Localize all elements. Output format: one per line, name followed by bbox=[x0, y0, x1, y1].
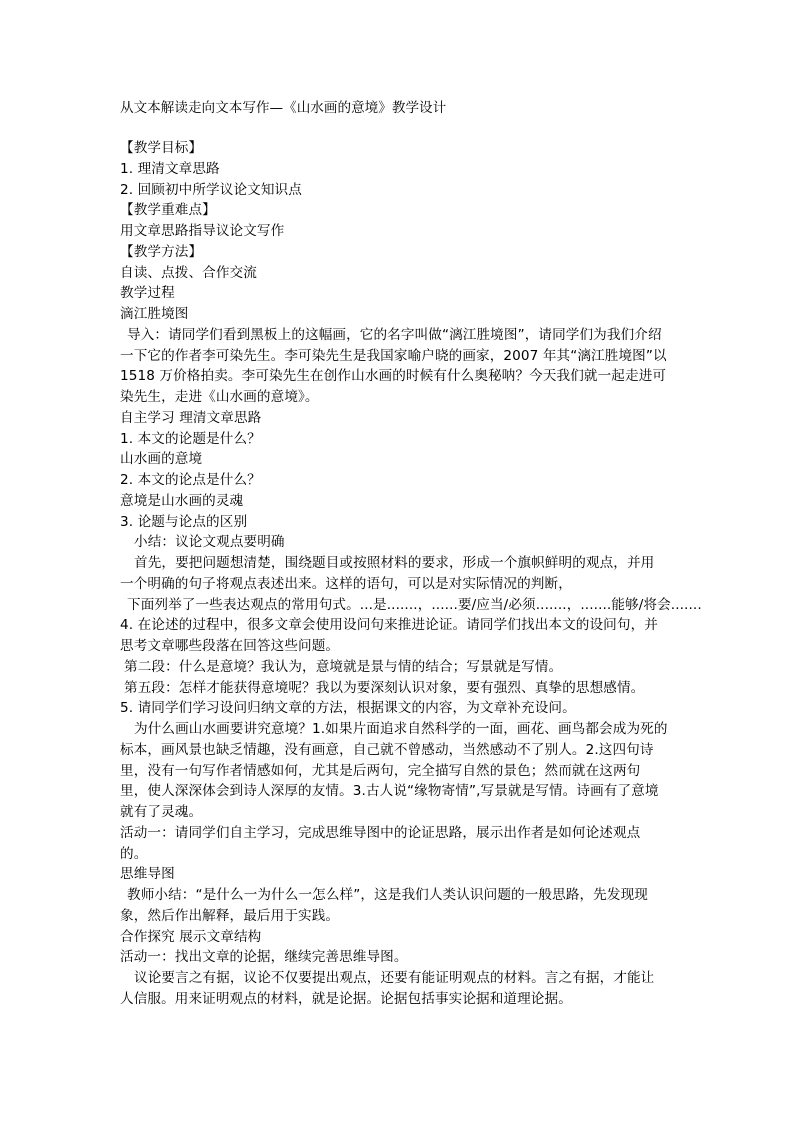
key-difficulty-text: 用文章思路指导议论文写作 bbox=[120, 223, 285, 239]
document-body bbox=[120, 138, 702, 1010]
teaching-methods-text: 自读、点拨、合作交流 bbox=[120, 264, 257, 281]
heading-key-difficulties: 【教学重难点】 bbox=[120, 202, 216, 219]
paragraph-line: 一个明确的句子将观点表述出来。这样的语句，可以是对实际情况的判断， bbox=[120, 575, 572, 592]
rhetorical-paragraph-line: 里，使人深深体会到诗人深厚的友情。3.古人说“缘物寄情”,写景就是写情。诗画有了意境 bbox=[120, 783, 659, 800]
intro-paragraph-line: 染先生，走进《山水画的意境》。 bbox=[120, 389, 319, 405]
rhetorical-paragraph-line: 里，没有一句写作者情感如何，尤其是后两句，完全描写自然的景色；然而就在这两句 bbox=[120, 762, 641, 779]
paragraph-five-answer: 第五段：怎样才能获得意境呢？我以为要深刻认识对象，要有强烈、真挚的思想感情。 bbox=[124, 679, 645, 696]
intro-paragraph-line: 导入：请同学们看到黑板上的这幅画，它的名字叫做“漓江胜境图”，请同学们为我们介绍 bbox=[127, 326, 662, 343]
question-4: 4. 在论述的过程中，很多文章会使用设问句来推进论证。请同学们找出本文的设问句，并 bbox=[120, 617, 658, 634]
paragraph-line: 首先，要把问题想清楚，围绕题目或按照材料的要求，形成一个旗帜鲜明的观点，并用 bbox=[134, 555, 655, 571]
sentence-patterns-line: 下面列举了一些表达观点的常用句式。...是.......，......要/应当/必须.......，.......能够/将会....... bbox=[127, 596, 702, 613]
heading-teaching-goals: 【教学目标】 bbox=[120, 140, 203, 156]
mind-map-label: 思维导图 bbox=[120, 866, 175, 883]
question-5: 5. 请同学们学习设问归纳文章的方法，根据课文的内容，为文章补充设问。 bbox=[120, 700, 576, 717]
question-1: 1. 本文的论题是什么？ bbox=[120, 430, 261, 447]
answer-1: 山水画的意境 bbox=[120, 451, 203, 468]
activity-one-line: 活动一：请同学们自主学习，完成思维导图中的论证思路，展示出作者是如何论述观点 bbox=[120, 824, 641, 841]
question-4-continued: 思考文章哪些段落在回答这些问题。 bbox=[120, 638, 340, 654]
section-self-study: 自主学习 理清文章思路 bbox=[120, 409, 262, 426]
section-cooperative-inquiry: 合作探究 展示文章结构 bbox=[120, 928, 262, 945]
evidence-paragraph-line: 人信服。用来证明观点的材料，就是论据。论据包括事实论据和道理论据。 bbox=[120, 990, 572, 1007]
answer-2: 意境是山水画的灵魂 bbox=[120, 492, 244, 509]
evidence-paragraph-line: 议论要言之有据，议论不仅要提出观点，还要有能证明观点的材料。言之有据，才能让 bbox=[134, 970, 655, 986]
goal-item-2: 2. 回顾初中所学议论文知识点 bbox=[120, 181, 302, 198]
activity-find-evidence: 活动一：找出文章的论据，继续完善思维导图。 bbox=[120, 949, 408, 966]
summary-line: 小结：议论文观点要明确 bbox=[134, 534, 285, 551]
activity-one-line: 的。 bbox=[120, 845, 148, 862]
rhetorical-paragraph-line: 为什么画山水画要讲究意境？1.如果片面追求自然科学的一面，画花、画鸟都会成为死的 bbox=[134, 721, 668, 737]
question-3: 3. 论题与论点的区别 bbox=[120, 513, 248, 530]
heading-teaching-methods: 【教学方法】 bbox=[120, 243, 203, 260]
question-2: 2. 本文的论点是什么？ bbox=[120, 472, 261, 488]
intro-paragraph-line: 1518 万价格拍卖。李可染先生在创作山水画的时候有什么奥秘呐？今天我们就一起走进可 bbox=[120, 368, 667, 385]
goal-item-1: 1. 理清文章思路 bbox=[120, 160, 220, 177]
rhetorical-paragraph-line: 就有了灵魂。 bbox=[120, 804, 203, 820]
painting-caption: 滴江胜境图 bbox=[120, 306, 189, 322]
paragraph-two-answer: 第二段：什么是意境？我认为，意境就是景与情的结合；写景就是写情。 bbox=[124, 658, 563, 675]
rhetorical-paragraph-line: 标本，画风景也缺乏情趣，没有画意，自己就不曾感动，当然感动不了别人。2.这四句诗 bbox=[120, 741, 654, 758]
teacher-summary-line: 教师小结：“是什么一为什么一怎么样”，这是我们人类认识问题的一般思路，先发现现 bbox=[127, 887, 648, 903]
document-title: 从文本解读走向文本写作—《山水画的意境》教学设计 bbox=[120, 100, 447, 116]
heading-teaching-process: 教学过程 bbox=[120, 285, 175, 302]
intro-paragraph-line: 一下它的作者李可染先生。李可染先生是我国家喻户晓的画家，2007 年其“漓江胜境图”以 bbox=[120, 347, 667, 364]
teacher-summary-line: 象，然后作出解释，最后用于实践。 bbox=[120, 907, 340, 924]
